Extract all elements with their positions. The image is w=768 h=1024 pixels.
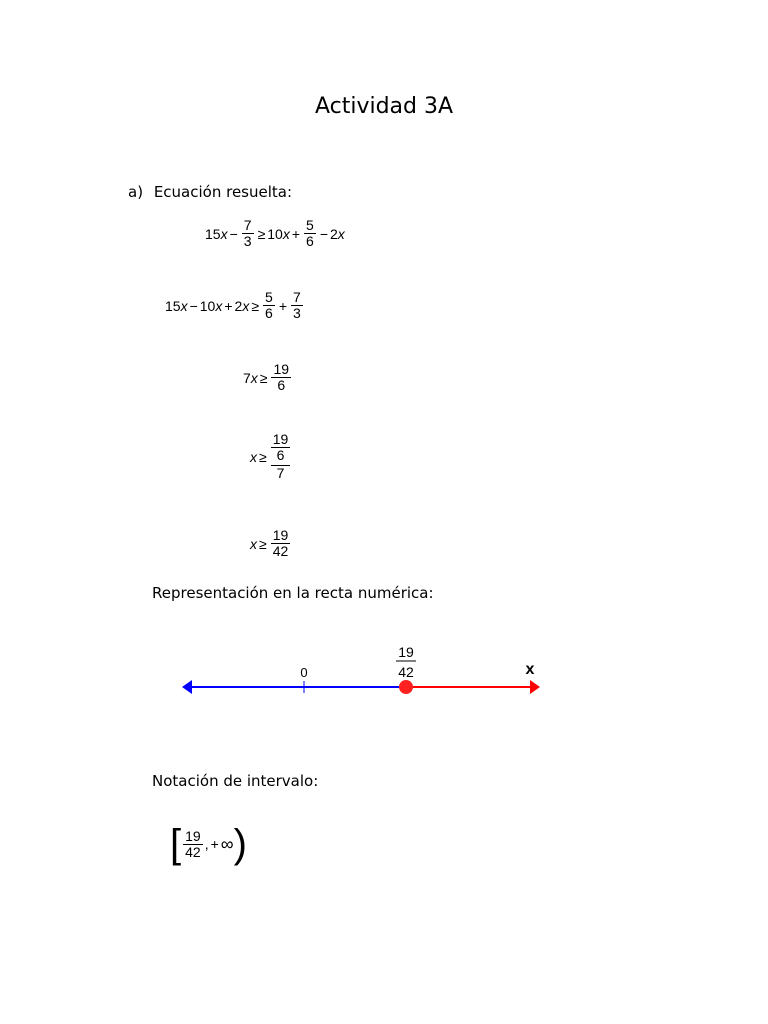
zero-label: 0 xyxy=(300,665,308,680)
equation-step-2 xyxy=(165,290,305,321)
operator: − xyxy=(319,225,328,242)
fraction: $\frac{19}{42}$ xyxy=(185,827,201,860)
section-a-heading xyxy=(128,183,292,201)
operator: − xyxy=(229,225,238,242)
operator: − xyxy=(189,297,198,314)
section-marker: a) xyxy=(128,183,144,201)
operator: ≥ xyxy=(259,448,267,465)
term: 7 xyxy=(243,369,251,386)
right-paren: ) xyxy=(233,822,247,866)
closed-point xyxy=(399,680,413,694)
point-numerator: 19 xyxy=(398,644,414,660)
term: 2 xyxy=(330,225,338,242)
axis-label: x xyxy=(525,661,535,678)
operator: + xyxy=(210,836,219,852)
variable: x xyxy=(250,369,258,386)
variable: x xyxy=(250,535,257,552)
left-arrow-icon xyxy=(182,680,192,694)
term: 2 xyxy=(234,297,243,314)
fraction: $\frac{19}{6}$ xyxy=(273,361,290,393)
number-line-label: Representación en la recta numérica: xyxy=(152,584,434,602)
variable: x xyxy=(180,297,188,314)
number-line xyxy=(170,640,560,710)
term: 15 xyxy=(165,297,181,314)
operator: ≥ xyxy=(257,225,266,242)
variable: x xyxy=(250,448,257,465)
term: 15 xyxy=(205,225,221,242)
variable: x xyxy=(242,297,250,314)
comma: , xyxy=(204,836,209,852)
variable: x xyxy=(282,225,290,242)
left-bracket: [ xyxy=(170,822,182,866)
variable: x xyxy=(337,225,345,242)
page-title: Actividad 3A xyxy=(314,94,454,119)
right-arrow-icon xyxy=(530,680,540,694)
operator: + xyxy=(224,297,233,314)
operator: + xyxy=(291,225,301,242)
operator: ≥ xyxy=(251,297,260,314)
section-heading-text: Ecuación resuelta: xyxy=(153,183,293,201)
operator: ≥ xyxy=(259,369,268,386)
operator: + xyxy=(278,297,287,314)
equation-step-3 xyxy=(243,362,293,393)
fraction: $\frac{7}{3}$ xyxy=(243,217,252,249)
operator: ≥ xyxy=(259,535,267,552)
infinity-symbol: ∞ xyxy=(220,834,234,854)
variable: x xyxy=(215,297,223,314)
equation-step-5 xyxy=(250,528,292,559)
equation-step-1 xyxy=(205,218,345,249)
term: 10 xyxy=(199,297,216,314)
fraction: $\frac{5}{6}$ xyxy=(265,289,273,321)
fraction: $\frac{5}{6}$ xyxy=(306,217,314,249)
interval-label: Notación de intervalo: xyxy=(152,772,319,790)
compound-fraction: $\frac{\frac{19}{6}}{7}$ xyxy=(272,431,289,481)
equation-step-4 xyxy=(250,432,292,481)
fraction: $\frac{7}{3}$ xyxy=(293,289,301,321)
interval-notation xyxy=(170,824,247,864)
fraction: $\frac{19}{42}$ xyxy=(272,527,289,559)
variable: x xyxy=(220,225,228,242)
term: 10 xyxy=(267,225,283,242)
point-denominator: 42 xyxy=(398,664,414,680)
